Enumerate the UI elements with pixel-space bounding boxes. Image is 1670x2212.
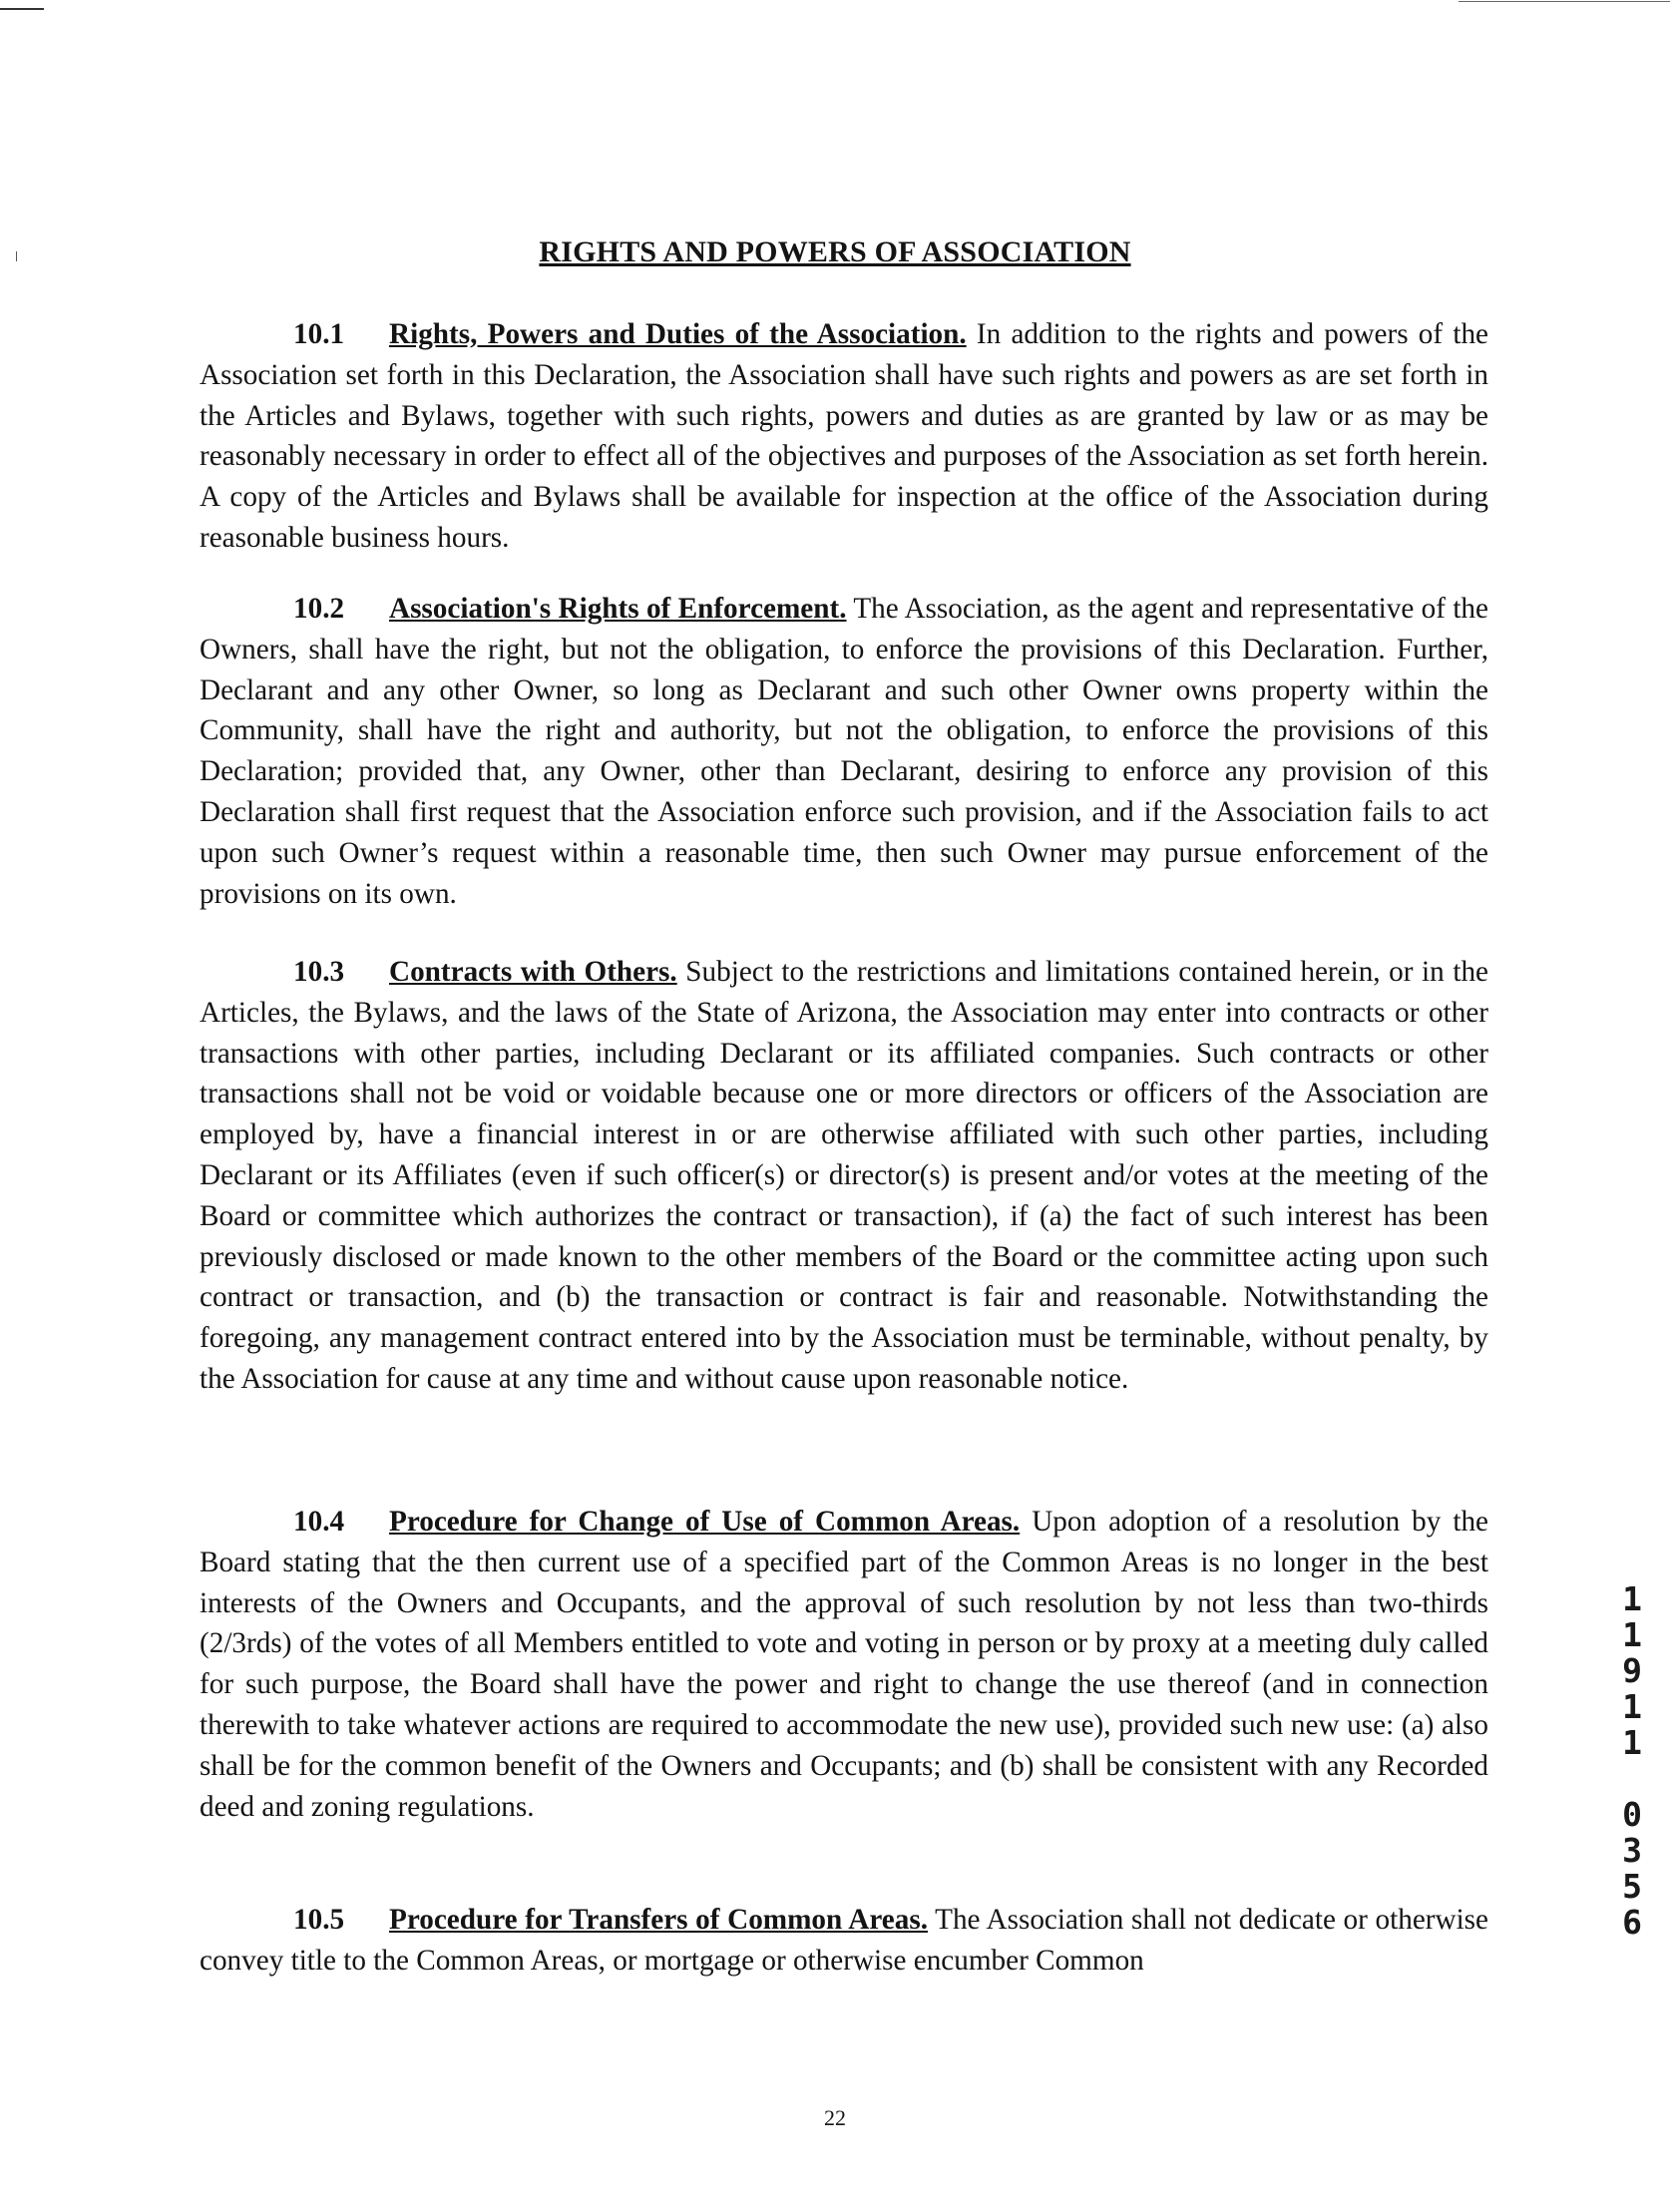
section-title: Procedure for Transfers of Common Areas. (389, 1904, 928, 1936)
section-10-1 (200, 314, 1488, 559)
section-title: Contracts with Others. (389, 956, 677, 988)
section-title: Rights, Powers and Duties of the Association. (389, 318, 967, 350)
section-text: Upon adoption of a resolution by the Board stating that the then current use of a specified part of the Common Areas is no longer in the best interests of the Owners and Occupants, and the approval of such resolution by not less than two-thirds (2/3rds) of the votes of all Members entitled to vote and voting in person or by proxy at a meeting duly called for such purpose, the Board shall have the power and right to change the use thereof (and in connection therewith to take whatever actions are required to accommodate the new use), provided such new use: (a) also shall be for the common benefit of the Owners and Occupants; and (b) shall be consistent with any Recorded deed and zoning regulations. (200, 1506, 1489, 1823)
article-heading: RIGHTS AND POWERS OF ASSOCIATION (539, 235, 1131, 268)
scan-mark-top-left (0, 8, 44, 10)
section-text: The Association shall not dedicate or otherwise convey title to the Common Areas, or mortgage or otherwise encumber Common (200, 1904, 1488, 1977)
section-10-5 (200, 1900, 1488, 1982)
section-title: Association's Rights of Enforcement. (389, 593, 847, 625)
section-text: The Association, as the agent and representative of the Owners, shall have the right, but not the obligation, to enforce the provisions of this Declaration. Further, Declarant and any other Owner, so long as Declarant and such other Owner owns property within the Community, shall have the right and authority, but not the obligation, to enforce the provisions of this Declaration; provided that, any Owner, other than Declarant, desiring to enforce any provision of this Declaration shall first request that the Association enforce such provision, and if the Association fails to act upon such Owner’s request within a reasonable time, then such Owner may pursue enforcement of the provisions on its own. (200, 593, 1488, 910)
section-number: 10.4 (293, 1506, 345, 1538)
section-number: 10.3 (293, 956, 345, 988)
section-number: 10.1 (293, 318, 345, 350)
section-text: Subject to the restrictions and limitations contained herein, or in the Articles, the Bylaws, and the laws of the State of Arizona, the Association may enter into contracts or other transactions with other parties, including Declarant or its affiliated companies. Such contracts or other transactions shall not be void or voidable because one or more directors or officers of the Association are employed by, have a financial interest in or are otherwise affiliated with such other parties, including Declarant or its Affiliates (even if such officer(s) or director(s) is present and/or votes at the meeting of the Board or committee which authorizes the contract or transaction), if (a) the fact of such interest has been previously disclosed or made known to the other members of the Board or the committee acting upon such contract or transaction, and (b) the transaction or contract is fair and reasonable. Notwithstanding the foregoing, any management contract entered into by the Association must be terminable, without penalty, by the Association for cause at any time and without cause upon reasonable notice. (200, 956, 1488, 1395)
section-title: Procedure for Change of Use of Common Areas. (389, 1506, 1021, 1538)
section-text: In addition to the rights and powers of the Association set forth in this Declaration, the Association shall have such rights and powers as are set forth in the Articles and Bylaws, together with such rights, powers and duties as are granted by law or as may be reasonably necessary in order to effect all of the objectives and purposes of the Association as set forth herein. A copy of the Articles and Bylaws shall be available for inspection at the office of the Association during reasonable business hours. (200, 318, 1489, 554)
section-10-2 (200, 589, 1488, 914)
section-10-4 (200, 1502, 1488, 1827)
scan-mark-top-right (1459, 1, 1670, 2)
page-number: 22 (824, 2105, 846, 2130)
section-number: 10.5 (293, 1904, 345, 1936)
section-number: 10.2 (293, 593, 345, 625)
recording-stamp: 1 1 9 1 1 0 3 5 6 (1622, 1579, 1642, 1942)
section-10-3 (200, 952, 1488, 1400)
